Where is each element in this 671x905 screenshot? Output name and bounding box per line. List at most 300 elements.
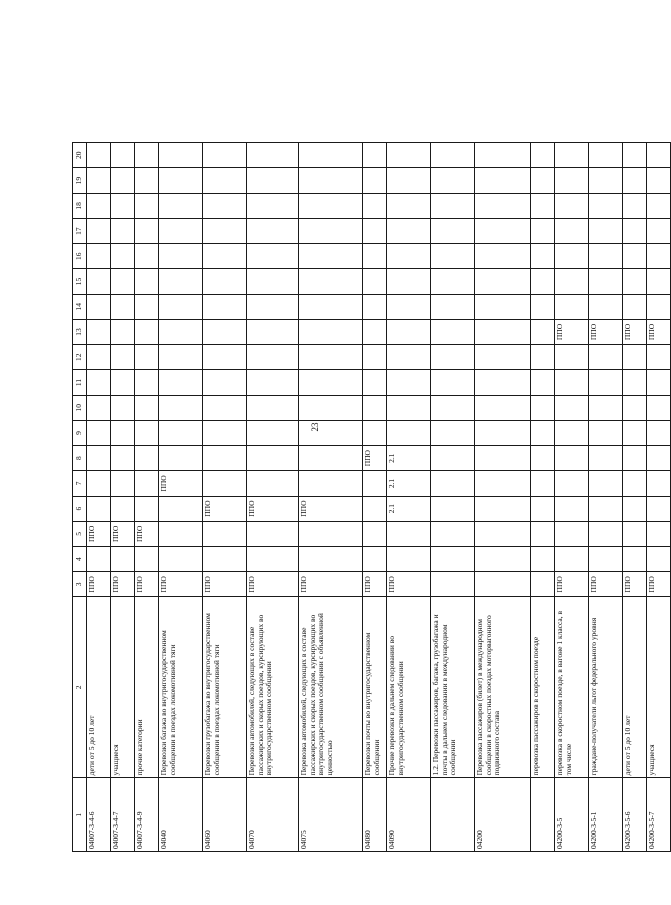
table-row [135, 143, 159, 852]
table-header-row [73, 143, 87, 852]
cell-value [363, 345, 387, 370]
cell-value: ППО [299, 572, 363, 597]
row-description: дети от 5 до 10 лет [623, 597, 647, 778]
table-row [589, 143, 623, 852]
cell-value [247, 244, 299, 269]
cell-value [475, 370, 531, 395]
cell-value [247, 294, 299, 319]
cell-value [159, 546, 203, 571]
cell-value [431, 143, 475, 168]
row-code: 04075 [299, 778, 363, 852]
column-header: 13 [73, 319, 87, 344]
cell-value [363, 521, 387, 546]
cell-value [555, 345, 589, 370]
cell-value [299, 546, 363, 571]
cell-value [203, 193, 247, 218]
cell-value: ППО [159, 471, 203, 496]
cell-value [475, 395, 531, 420]
cell-value [247, 446, 299, 471]
cell-value [87, 345, 111, 370]
cell-value [647, 345, 671, 370]
row-description: 1.2. Перевозки пассажиров, багажа, грузобагажа и почты в дальнем следовании в международном сообщении [431, 597, 475, 778]
row-code: 04007-3-4-7 [111, 778, 135, 852]
cell-value [589, 269, 623, 294]
cell-value [647, 168, 671, 193]
cell-value [555, 143, 589, 168]
table-row [555, 143, 589, 852]
cell-value [431, 572, 475, 597]
cell-value: ППО [647, 572, 671, 597]
cell-value [475, 244, 531, 269]
cell-value: ППО [647, 319, 671, 344]
cell-value: ППО [387, 572, 431, 597]
row-description: учащиеся [647, 597, 671, 778]
cell-value [475, 168, 531, 193]
cell-value [135, 294, 159, 319]
cell-value [531, 218, 555, 243]
cell-value [623, 345, 647, 370]
column-header: 4 [73, 546, 87, 571]
column-header: 5 [73, 521, 87, 546]
column-header: 9 [73, 420, 87, 445]
cell-value [247, 471, 299, 496]
cell-value [475, 496, 531, 521]
cell-value [159, 294, 203, 319]
row-code: 04200-3-5-1 [589, 778, 623, 852]
cell-value [531, 395, 555, 420]
cell-value [111, 370, 135, 395]
cell-value [555, 269, 589, 294]
cell-value [87, 294, 111, 319]
cell-value [247, 269, 299, 294]
cell-value [623, 521, 647, 546]
cell-value [87, 244, 111, 269]
cell-value [387, 345, 431, 370]
cell-value [531, 446, 555, 471]
cell-value [623, 218, 647, 243]
column-header: 7 [73, 471, 87, 496]
cell-value [589, 193, 623, 218]
cell-value [647, 294, 671, 319]
cell-value [363, 168, 387, 193]
cell-value [299, 168, 363, 193]
cell-value [363, 294, 387, 319]
cell-value [589, 244, 623, 269]
cell-value [647, 193, 671, 218]
cell-value [363, 218, 387, 243]
row-code: 04200-3-5 [555, 778, 589, 852]
cell-value [203, 395, 247, 420]
cell-value [531, 143, 555, 168]
row-description: Перевозки багажа во внутригосударственном сообщении в поездах локомотивной тяги [159, 597, 203, 778]
cell-value [299, 218, 363, 243]
cell-value [159, 168, 203, 193]
cell-value [135, 496, 159, 521]
table-row [475, 143, 531, 852]
tariff-table [72, 142, 671, 852]
row-code: 04060 [203, 778, 247, 852]
cell-value [87, 471, 111, 496]
cell-value [589, 471, 623, 496]
cell-value [623, 244, 647, 269]
cell-value [111, 471, 135, 496]
cell-value [387, 294, 431, 319]
cell-value [589, 143, 623, 168]
cell-value [87, 319, 111, 344]
cell-value [475, 446, 531, 471]
cell-value [531, 496, 555, 521]
cell-value [431, 521, 475, 546]
cell-value [111, 446, 135, 471]
cell-value [159, 319, 203, 344]
cell-value [431, 546, 475, 571]
cell-value [589, 420, 623, 445]
row-description: перевозка в скоростном поезде, в вагоне 1 класса, в том числе [555, 597, 589, 778]
table-row [387, 143, 431, 852]
cell-value [387, 319, 431, 344]
cell-value [647, 471, 671, 496]
cell-value [299, 319, 363, 344]
cell-value [623, 446, 647, 471]
cell-value [203, 294, 247, 319]
row-description: Перевозки грузобагажа во внутригосударственном сообщении в поездах локомотивной тяги [203, 597, 247, 778]
cell-value [203, 446, 247, 471]
cell-value [623, 370, 647, 395]
cell-value [135, 370, 159, 395]
cell-value [531, 521, 555, 546]
cell-value [159, 269, 203, 294]
cell-value [363, 319, 387, 344]
column-header: 16 [73, 244, 87, 269]
row-description: перевозка пассажиров в скоростном поезде [531, 597, 555, 778]
cell-value [431, 218, 475, 243]
cell-value [589, 370, 623, 395]
cell-value [589, 546, 623, 571]
column-header: 14 [73, 294, 87, 319]
cell-value [647, 420, 671, 445]
cell-value [431, 420, 475, 445]
cell-value [299, 446, 363, 471]
cell-value [111, 420, 135, 445]
cell-value: ППО [203, 496, 247, 521]
cell-value [135, 395, 159, 420]
cell-value [363, 370, 387, 395]
column-header: 3 [73, 572, 87, 597]
cell-value [159, 345, 203, 370]
cell-value [531, 269, 555, 294]
cell-value [111, 269, 135, 294]
cell-value [647, 269, 671, 294]
cell-value: ППО [247, 496, 299, 521]
cell-value [247, 521, 299, 546]
cell-value [247, 345, 299, 370]
cell-value [87, 420, 111, 445]
cell-value [647, 143, 671, 168]
cell-value [531, 294, 555, 319]
cell-value [555, 496, 589, 521]
cell-value: ППО [589, 572, 623, 597]
cell-value [135, 193, 159, 218]
cell-value [135, 420, 159, 445]
cell-value [247, 193, 299, 218]
cell-value [111, 395, 135, 420]
cell-value [387, 244, 431, 269]
cell-value [159, 193, 203, 218]
column-header: 15 [73, 269, 87, 294]
cell-value [387, 193, 431, 218]
cell-value [555, 370, 589, 395]
cell-value [159, 496, 203, 521]
cell-value [203, 521, 247, 546]
cell-value [531, 319, 555, 344]
cell-value: ППО [623, 319, 647, 344]
cell-value [475, 218, 531, 243]
cell-value [647, 521, 671, 546]
cell-value [431, 193, 475, 218]
row-description: дети от 5 до 10 лет [87, 597, 111, 778]
cell-value: 2.1 [387, 471, 431, 496]
cell-value [299, 370, 363, 395]
cell-value [87, 370, 111, 395]
cell-value [87, 446, 111, 471]
cell-value [555, 244, 589, 269]
cell-value [363, 546, 387, 571]
cell-value [363, 496, 387, 521]
cell-value [589, 294, 623, 319]
row-code: 04090 [387, 778, 431, 852]
cell-value [431, 496, 475, 521]
cell-value [87, 496, 111, 521]
cell-value: ППО [135, 572, 159, 597]
cell-value [159, 218, 203, 243]
table-row [363, 143, 387, 852]
cell-value [247, 218, 299, 243]
row-code [531, 778, 555, 852]
cell-value [299, 244, 363, 269]
cell-value [431, 244, 475, 269]
table-row [111, 143, 135, 852]
cell-value [555, 395, 589, 420]
cell-value [203, 420, 247, 445]
cell-value [475, 143, 531, 168]
cell-value [589, 168, 623, 193]
table-row [159, 143, 203, 852]
cell-value [87, 269, 111, 294]
cell-value [475, 345, 531, 370]
cell-value [299, 193, 363, 218]
table-row [247, 143, 299, 852]
cell-value [387, 521, 431, 546]
row-code [431, 778, 475, 852]
cell-value [247, 546, 299, 571]
cell-value: ППО [589, 319, 623, 344]
cell-value [431, 319, 475, 344]
cell-value [387, 218, 431, 243]
column-header: 10 [73, 395, 87, 420]
cell-value [135, 446, 159, 471]
cell-value [111, 143, 135, 168]
cell-value [387, 546, 431, 571]
cell-value [555, 218, 589, 243]
cell-value: ППО [159, 572, 203, 597]
cell-value [431, 168, 475, 193]
cell-value [87, 395, 111, 420]
column-header: 20 [73, 143, 87, 168]
cell-value: ППО [623, 572, 647, 597]
cell-value [531, 546, 555, 571]
cell-value [555, 294, 589, 319]
row-description: Перевозки автомобилей, следующих в составе пассажирских и скорых поездов, курсирующих во внутригосударственном сообщении [247, 597, 299, 778]
row-code: 04200-3-5-6 [623, 778, 647, 852]
cell-value [623, 269, 647, 294]
row-description: учащиеся [111, 597, 135, 778]
cell-value [135, 168, 159, 193]
cell-value [431, 446, 475, 471]
cell-value [111, 218, 135, 243]
cell-value [135, 471, 159, 496]
cell-value [387, 420, 431, 445]
cell-value [647, 546, 671, 571]
cell-value [475, 471, 531, 496]
cell-value [431, 395, 475, 420]
rotated-table-container [72, 142, 656, 852]
cell-value [431, 370, 475, 395]
table-row [203, 143, 247, 852]
cell-value [111, 546, 135, 571]
cell-value [475, 521, 531, 546]
cell-value [247, 168, 299, 193]
cell-value [387, 269, 431, 294]
cell-value [647, 496, 671, 521]
cell-value [555, 420, 589, 445]
cell-value [159, 446, 203, 471]
cell-value [135, 319, 159, 344]
cell-value [647, 244, 671, 269]
table-row [623, 143, 647, 852]
cell-value [203, 319, 247, 344]
cell-value [135, 546, 159, 571]
row-code: 04007-3-4-9 [135, 778, 159, 852]
cell-value [203, 218, 247, 243]
cell-value [363, 193, 387, 218]
cell-value [87, 218, 111, 243]
cell-value [111, 294, 135, 319]
cell-value [647, 218, 671, 243]
cell-value: ППО [111, 572, 135, 597]
cell-value [475, 193, 531, 218]
row-code: 04040 [159, 778, 203, 852]
row-code: 04200 [475, 778, 531, 852]
cell-value [299, 345, 363, 370]
cell-value [111, 168, 135, 193]
cell-value [159, 420, 203, 445]
cell-value [589, 345, 623, 370]
cell-value [555, 446, 589, 471]
cell-value [299, 143, 363, 168]
cell-value: ППО [87, 572, 111, 597]
column-header: 1 [73, 778, 87, 852]
cell-value [247, 370, 299, 395]
cell-value [159, 143, 203, 168]
cell-value [203, 168, 247, 193]
cell-value [555, 546, 589, 571]
cell-value [111, 345, 135, 370]
cell-value [247, 143, 299, 168]
cell-value [431, 345, 475, 370]
cell-value [299, 395, 363, 420]
cell-value [135, 345, 159, 370]
cell-value [87, 546, 111, 571]
cell-value [589, 496, 623, 521]
cell-value [431, 269, 475, 294]
row-description: прочие категории [135, 597, 159, 778]
cell-value: ППО [299, 496, 363, 521]
cell-value: ППО [363, 446, 387, 471]
cell-value [431, 294, 475, 319]
cell-value [299, 521, 363, 546]
cell-value [647, 370, 671, 395]
cell-value [475, 294, 531, 319]
cell-value [247, 319, 299, 344]
cell-value [363, 420, 387, 445]
cell-value [475, 269, 531, 294]
cell-value [363, 244, 387, 269]
cell-value [135, 269, 159, 294]
cell-value: ППО [555, 319, 589, 344]
column-header: 17 [73, 218, 87, 243]
cell-value [589, 395, 623, 420]
cell-value [299, 420, 363, 445]
cell-value [111, 319, 135, 344]
page-number: 23 [310, 422, 320, 432]
cell-value [203, 143, 247, 168]
cell-value: ППО [111, 521, 135, 546]
cell-value [87, 143, 111, 168]
cell-value: ППО [87, 521, 111, 546]
cell-value: ППО [555, 572, 589, 597]
cell-value [387, 168, 431, 193]
cell-value [203, 471, 247, 496]
cell-value [589, 521, 623, 546]
cell-value [247, 395, 299, 420]
cell-value [555, 521, 589, 546]
cell-value [531, 420, 555, 445]
cell-value [111, 244, 135, 269]
cell-value [431, 471, 475, 496]
cell-value [623, 471, 647, 496]
cell-value: ППО [363, 572, 387, 597]
cell-value [203, 244, 247, 269]
cell-value [363, 395, 387, 420]
cell-value [299, 294, 363, 319]
cell-value [623, 496, 647, 521]
column-header: 19 [73, 168, 87, 193]
cell-value [475, 420, 531, 445]
cell-value [363, 471, 387, 496]
cell-value [555, 471, 589, 496]
cell-value [135, 218, 159, 243]
cell-value [589, 446, 623, 471]
cell-value [475, 572, 531, 597]
row-description: Перевозка пассажиров (билет) в международном сообщении в скоростных поездах моторвагонного подвижного состава [475, 597, 531, 778]
cell-value [203, 269, 247, 294]
cell-value [531, 168, 555, 193]
cell-value [135, 244, 159, 269]
cell-value [159, 521, 203, 546]
cell-value [247, 420, 299, 445]
table-row [531, 143, 555, 852]
cell-value [623, 420, 647, 445]
